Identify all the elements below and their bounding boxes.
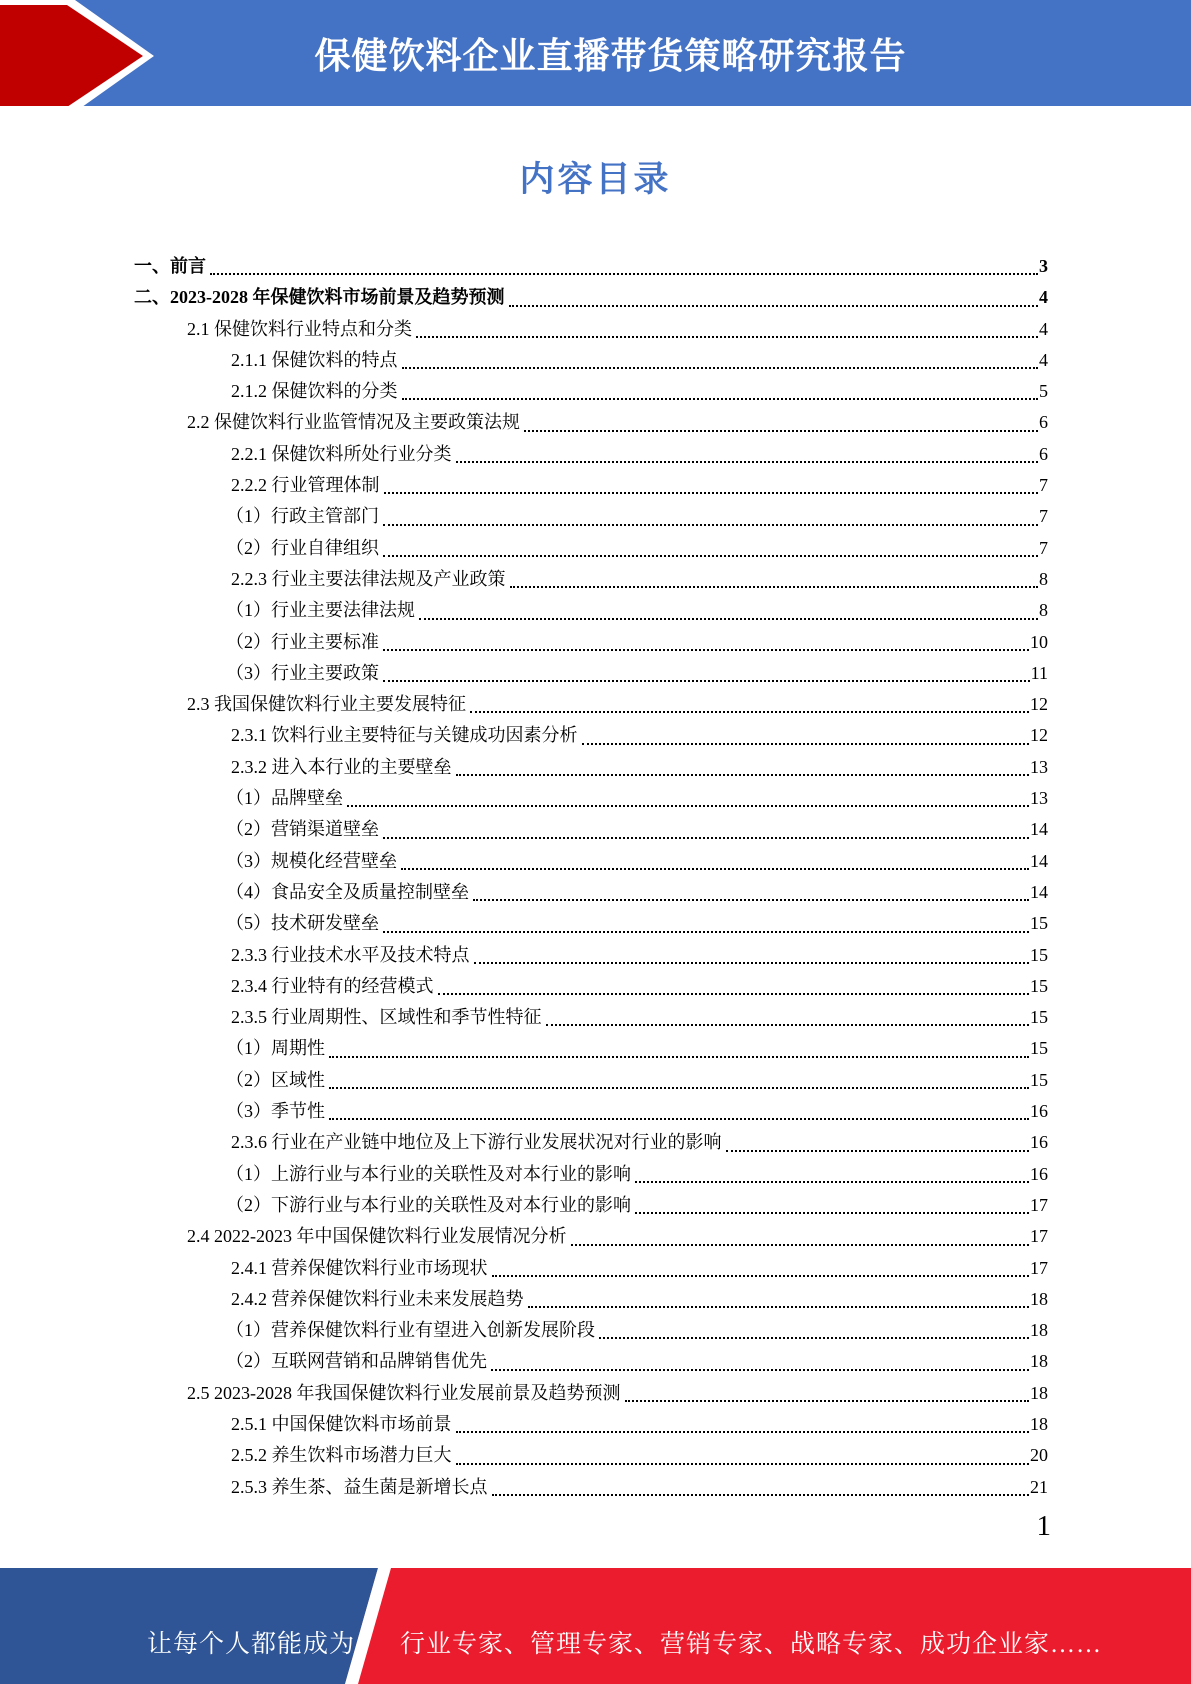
toc-entry-page: 7	[1039, 506, 1048, 527]
toc-entry[interactable]	[134, 314, 1048, 345]
toc-entry[interactable]	[134, 282, 1048, 313]
toc-entry[interactable]	[134, 1033, 1048, 1064]
toc-entry[interactable]	[134, 689, 1048, 720]
toc-entry-label: （2）行业自律组织	[226, 537, 379, 558]
toc-entry-page: 11	[1030, 662, 1048, 683]
toc-entry[interactable]	[134, 1284, 1048, 1315]
toc-entry[interactable]	[134, 752, 1048, 783]
toc-leader-dots	[329, 1096, 1029, 1120]
toc-entry-page: 15	[1030, 1007, 1048, 1028]
footer-slogan-left: 让每个人都能成为	[147, 1631, 356, 1658]
toc-leader-dots	[474, 940, 1030, 964]
toc-entry[interactable]	[134, 1378, 1048, 1409]
toc-leader-dots	[456, 1440, 1030, 1464]
toc-entry[interactable]	[134, 720, 1048, 751]
toc-entry-page: 13	[1030, 756, 1048, 777]
toc-entry[interactable]	[134, 908, 1048, 939]
toc-entry[interactable]	[134, 501, 1048, 532]
toc-leader-dots	[635, 1190, 1029, 1214]
toc-entry-label: （3）规模化经营壁垒	[226, 850, 397, 871]
toc-entry-label: 2.2.1 保健饮料所处行业分类	[231, 443, 452, 464]
toc-entry-label: 2.5 2023-2028 年我国保健饮料行业发展前景及趋势预测	[187, 1382, 621, 1403]
toc-entry[interactable]	[134, 1440, 1048, 1471]
toc-entry[interactable]	[134, 1472, 1048, 1503]
toc-entry-page: 20	[1030, 1445, 1048, 1466]
toc-entry[interactable]	[134, 940, 1048, 971]
toc-entry-page: 7	[1039, 475, 1048, 496]
toc-entry-label: 2.2 保健饮料行业监管情况及主要政策法规	[187, 412, 520, 433]
toc-entry-label: （1）行业主要法律法规	[226, 600, 415, 621]
footer-banner	[0, 1568, 1191, 1684]
toc-entry-page: 15	[1030, 944, 1048, 965]
toc-entry[interactable]	[134, 564, 1048, 595]
toc-entry-page: 21	[1030, 1476, 1048, 1497]
toc-entry-page: 4	[1039, 349, 1048, 370]
toc-entry[interactable]	[134, 846, 1048, 877]
toc-entry-label: （1）行政主管部门	[226, 506, 379, 527]
toc-entry[interactable]	[134, 877, 1048, 908]
toc-entry-label: 2.2.2 行业管理体制	[231, 475, 380, 496]
toc-entry-label: （2）下游行业与本行业的关联性及对本行业的影响	[226, 1194, 631, 1215]
toc-leader-dots	[492, 1253, 1030, 1277]
toc-heading: 内容目录	[519, 160, 672, 199]
toc-leader-dots	[419, 595, 1038, 619]
toc-leader-dots	[383, 658, 1030, 682]
toc-entry-page: 14	[1030, 850, 1048, 871]
toc-entry-label: 2.3 我国保健饮料行业主要发展特征	[187, 694, 466, 715]
toc-entry-label: 2.4 2022-2023 年中国保健饮料行业发展情况分析	[187, 1226, 567, 1247]
toc-entry-page: 17	[1030, 1257, 1048, 1278]
toc-leader-dots	[329, 1065, 1029, 1089]
toc-entry-page: 18	[1030, 1320, 1048, 1341]
toc-list	[134, 251, 1048, 1503]
toc-entry[interactable]	[134, 1315, 1048, 1346]
toc-entry-label: （1）周期性	[226, 1038, 325, 1059]
toc-leader-dots	[509, 282, 1039, 306]
toc-entry[interactable]	[134, 251, 1048, 282]
toc-entry[interactable]	[134, 376, 1048, 407]
toc-entry-label: （2）互联网营销和品牌销售优先	[226, 1351, 487, 1372]
toc-entry-page: 15	[1030, 1038, 1048, 1059]
toc-entry-label: （2）区域性	[226, 1069, 325, 1090]
toc-entry-page: 13	[1030, 788, 1048, 809]
toc-entry-label: 一、前言	[134, 256, 206, 276]
toc-entry[interactable]	[134, 627, 1048, 658]
toc-entry-label: （2）行业主要标准	[226, 631, 379, 652]
toc-entry-label: 2.3.4 行业特有的经营模式	[231, 975, 434, 996]
toc-entry-label: 2.4.2 营养保健饮料行业未来发展趋势	[231, 1288, 524, 1309]
toc-leader-dots	[383, 501, 1038, 525]
toc-entry[interactable]	[134, 1346, 1048, 1377]
toc-leader-dots	[383, 908, 1029, 932]
toc-entry-page: 12	[1030, 725, 1048, 746]
toc-leader-dots	[384, 470, 1039, 494]
toc-entry-page: 18	[1030, 1351, 1048, 1372]
toc-leader-dots	[456, 752, 1030, 776]
toc-entry[interactable]	[134, 783, 1048, 814]
toc-leader-dots	[571, 1221, 1030, 1245]
toc-entry[interactable]	[134, 1065, 1048, 1096]
toc-entry-page: 6	[1039, 412, 1048, 433]
toc-entry-page: 3	[1039, 256, 1048, 276]
toc-entry[interactable]	[134, 1253, 1048, 1284]
toc-leader-dots	[416, 314, 1038, 338]
toc-leader-dots	[528, 1284, 1030, 1308]
toc-entry[interactable]	[134, 470, 1048, 501]
toc-leader-dots	[510, 564, 1039, 588]
toc-entry-label: （5）技术研发壁垒	[226, 913, 379, 934]
toc-entry-label: （1）营养保健饮料行业有望进入创新发展阶段	[226, 1320, 595, 1341]
toc-entry-label: 2.5.2 养生饮料市场潜力巨大	[231, 1445, 452, 1466]
toc-entry-label: 2.3.1 饮料行业主要特征与关键成功因素分析	[231, 725, 578, 746]
toc-leader-dots	[456, 439, 1039, 463]
toc-leader-dots	[383, 814, 1029, 838]
toc-entry[interactable]	[134, 533, 1048, 564]
footer-slogan-right: 行业专家、管理专家、营销专家、战略专家、成功企业家……	[400, 1631, 1103, 1658]
toc-leader-dots	[438, 971, 1030, 995]
toc-entry-label: （1）上游行业与本行业的关联性及对本行业的影响	[226, 1163, 631, 1184]
toc-entry-page: 17	[1030, 1194, 1048, 1215]
report-title: 保健饮料企业直播带货策略研究报告	[314, 34, 907, 76]
toc-entry-label: 2.3.5 行业周期性、区域性和季节性特征	[231, 1007, 542, 1028]
toc-entry-label: （2）营销渠道壁垒	[226, 819, 379, 840]
toc-leader-dots	[473, 877, 1029, 901]
toc-entry-page: 15	[1030, 913, 1048, 934]
toc-leader-dots	[546, 1002, 1030, 1026]
toc-entry-label: （3）季节性	[226, 1101, 325, 1122]
toc-entry[interactable]	[134, 1096, 1048, 1127]
toc-leader-dots	[401, 846, 1029, 870]
toc-entry[interactable]	[134, 658, 1048, 689]
toc-entry-page: 7	[1039, 537, 1048, 558]
toc-entry-label: （1）品牌壁垒	[226, 788, 343, 809]
toc-entry[interactable]	[134, 407, 1048, 438]
toc-leader-dots	[329, 1033, 1029, 1057]
toc-leader-dots	[524, 407, 1038, 431]
toc-entry[interactable]	[134, 1002, 1048, 1033]
toc-leader-dots	[599, 1315, 1029, 1339]
toc-leader-dots	[491, 1346, 1029, 1370]
toc-leader-dots	[582, 720, 1030, 744]
toc-entry-label: 2.1.2 保健饮料的分类	[231, 381, 398, 402]
toc-leader-dots	[470, 689, 1029, 713]
toc-entry[interactable]	[134, 1159, 1048, 1190]
toc-entry-page: 12	[1030, 694, 1048, 715]
toc-leader-dots	[402, 345, 1039, 369]
toc-entry-page: 16	[1030, 1163, 1048, 1184]
toc-entry-label: 2.1.1 保健饮料的特点	[231, 349, 398, 370]
toc-entry[interactable]	[134, 1221, 1048, 1252]
toc-entry[interactable]	[134, 1190, 1048, 1221]
toc-entry-page: 4	[1039, 287, 1048, 308]
toc-entry-label: 2.5.1 中国保健饮料市场前景	[231, 1413, 452, 1434]
toc-leader-dots	[635, 1159, 1029, 1183]
toc-entry-label: （3）行业主要政策	[226, 662, 379, 683]
toc-leader-dots	[456, 1409, 1030, 1433]
toc-entry-page: 18	[1030, 1382, 1048, 1403]
toc-entry-page: 15	[1030, 1069, 1048, 1090]
toc-entry-page: 14	[1030, 819, 1048, 840]
toc-entry-page: 8	[1039, 600, 1048, 621]
toc-entry[interactable]	[134, 1409, 1048, 1440]
toc-entry[interactable]	[134, 595, 1048, 626]
toc-entry-page: 18	[1030, 1413, 1048, 1434]
toc-entry-page: 5	[1039, 381, 1048, 402]
toc-entry-label: 2.4.1 营养保健饮料行业市场现状	[231, 1257, 488, 1278]
toc-entry-label: 二、2023-2028 年保健饮料市场前景及趋势预测	[134, 287, 505, 308]
toc-entry-page: 8	[1039, 568, 1048, 589]
toc-leader-dots	[210, 251, 1038, 275]
toc-entry[interactable]	[134, 1127, 1048, 1158]
toc-leader-dots	[383, 627, 1029, 651]
toc-entry[interactable]	[134, 345, 1048, 376]
toc-entry-page: 16	[1030, 1132, 1048, 1153]
toc-entry-label: 2.3.2 进入本行业的主要壁垒	[231, 756, 452, 777]
toc-entry-page: 6	[1039, 443, 1048, 464]
toc-entry-page: 14	[1030, 881, 1048, 902]
toc-entry-page: 4	[1039, 318, 1048, 339]
toc-entry-page: 10	[1030, 631, 1048, 652]
toc-entry-label: （4）食品安全及质量控制壁垒	[226, 881, 469, 902]
toc-entry-label: 2.3.6 行业在产业链中地位及上下游行业发展状况对行业的影响	[231, 1132, 722, 1153]
toc-leader-dots	[492, 1472, 1030, 1496]
toc-entry[interactable]	[134, 971, 1048, 1002]
toc-entry-page: 16	[1030, 1101, 1048, 1122]
toc-entry-label: 2.3.3 行业技术水平及技术特点	[231, 944, 470, 965]
toc-entry[interactable]	[134, 814, 1048, 845]
toc-entry-page: 15	[1030, 975, 1048, 996]
toc-leader-dots	[347, 783, 1029, 807]
page-number: 1	[1036, 1510, 1051, 1542]
toc-entry-label: 2.5.3 养生茶、益生菌是新增长点	[231, 1476, 488, 1497]
toc-entry-page: 18	[1030, 1288, 1048, 1309]
toc-entry-label: 2.1 保健饮料行业特点和分类	[187, 318, 412, 339]
toc-leader-dots	[383, 533, 1038, 557]
toc-leader-dots	[625, 1378, 1030, 1402]
toc-entry-label: 2.2.3 行业主要法律法规及产业政策	[231, 568, 506, 589]
toc-leader-dots	[402, 376, 1039, 400]
toc-entry[interactable]	[134, 439, 1048, 470]
header-banner	[0, 0, 1191, 106]
toc-leader-dots	[726, 1127, 1030, 1151]
toc-entry-page: 17	[1030, 1226, 1048, 1247]
